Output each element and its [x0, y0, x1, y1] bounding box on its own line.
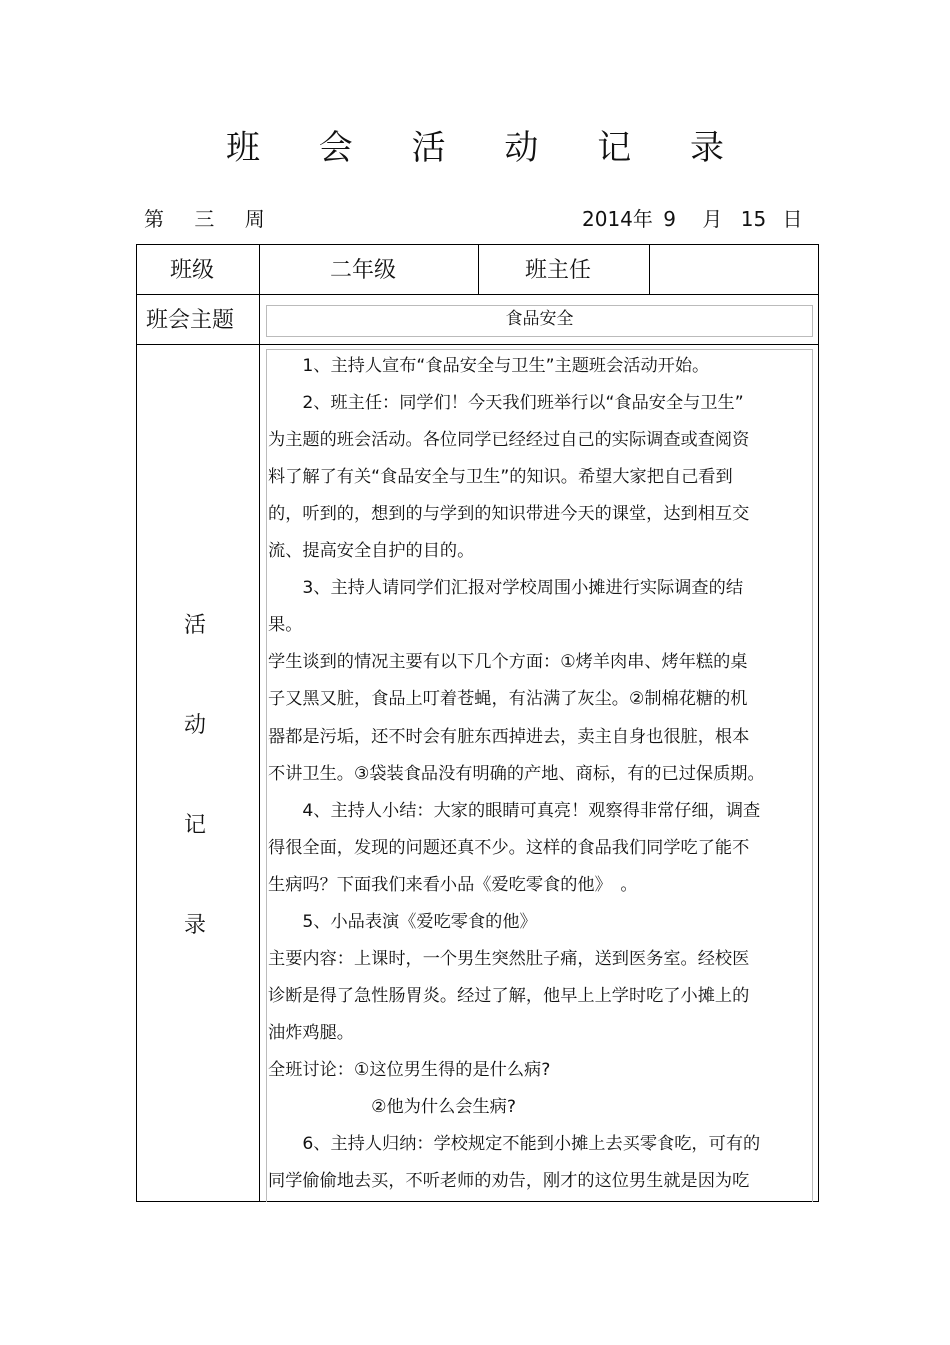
- record-label-char: 活: [184, 613, 207, 638]
- teacher-label: 班主任: [525, 258, 592, 283]
- record-line: 6、主持人归纳：学校规定不能到小摊上去买零食吃，可有的: [268, 1134, 761, 1155]
- record-line: 为主题的班会活动。各位同学已经经过自己的实际调查或查阅资: [268, 430, 750, 451]
- record-line: 的，听到的，想到的与学到的知识带进今天的课堂，达到相互交: [268, 504, 750, 525]
- record-line: 得很全面，发现的问题还真不少。这样的食品我们同学吃了能不: [268, 837, 750, 858]
- record-line: 2、班主任：同学们！今天我们班举行以“食品安全与卫生”: [268, 393, 744, 414]
- topic-label: 班会主题: [146, 308, 235, 333]
- week-label: 第 三 周: [144, 207, 277, 231]
- record-label-char: 记: [184, 813, 207, 838]
- col-divider: [478, 245, 479, 294]
- record-label-char: 动: [184, 713, 207, 738]
- date-line: [582, 203, 803, 232]
- record-line: 不讲卫生。③袋装食品没有明确的产地、商标，有的已过保质期。: [268, 763, 765, 784]
- record-line: 全班讨论：①这位男生得的是什么病?: [268, 1059, 551, 1080]
- row-divider: [137, 294, 818, 295]
- record-line: 料了解了有关“食品安全与卫生”的知识。希望大家把自己看到: [268, 467, 733, 488]
- record-line: 器都是污垢，还不时会有脏东西掉进去，卖主自身也很脏，根本: [268, 726, 750, 747]
- record-line: 4、主持人小结：大家的眼睛可真亮！观察得非常仔细，调查: [268, 800, 761, 821]
- class-label: 班级: [170, 258, 215, 283]
- date-year: 2014年: [582, 207, 653, 231]
- record-line: 生病吗？下面我们来看小品《爱吃零食的他》 。: [268, 874, 638, 895]
- row-divider: [137, 344, 818, 345]
- date-day-label: 日: [782, 207, 803, 231]
- record-line: 流、提高安全自护的目的。: [268, 541, 475, 562]
- col-divider: [259, 245, 260, 1201]
- date-month-label: 月: [702, 207, 723, 231]
- page-title: 班 会 活 动 记 录: [225, 128, 749, 168]
- record-line: 果。: [268, 615, 303, 636]
- date-day-num: 15: [740, 207, 767, 231]
- topic-value: 食品安全: [266, 305, 813, 337]
- record-label-char: 录: [184, 913, 207, 938]
- record-line: 5、小品表演《爱吃零食的他》: [268, 911, 537, 932]
- record-line: 油炸鸡腿。: [268, 1022, 354, 1043]
- class-value: 二年级: [330, 258, 397, 283]
- record-line: 子又黑又脏，食品上叮着苍蝇，有沾满了灰尘。②制棉花糖的机: [268, 689, 748, 710]
- record-line: 学生谈到的情况主要有以下几个方面：①烤羊肉串、烤年糕的桌: [268, 652, 748, 673]
- date-month-num: 9: [663, 207, 676, 231]
- record-line: 主要内容：上课时，一个男生突然肚子痛，送到医务室。经校医: [268, 948, 750, 969]
- col-divider: [649, 245, 650, 294]
- record-line: ②他为什么会生病?: [268, 1097, 516, 1117]
- record-line: 诊断是得了急性肠胃炎。经过了解，他早上上学时吃了小摊上的: [268, 985, 750, 1006]
- record-line: 3、主持人请同学们汇报对学校周围小摊进行实际调查的结: [268, 578, 744, 599]
- record-line: 同学偷偷地去买，不听老师的劝告，刚才的这位男生就是因为吃: [268, 1171, 750, 1192]
- record-line: 1、主持人宣布“食品安全与卫生”主题班会活动开始。: [268, 356, 710, 376]
